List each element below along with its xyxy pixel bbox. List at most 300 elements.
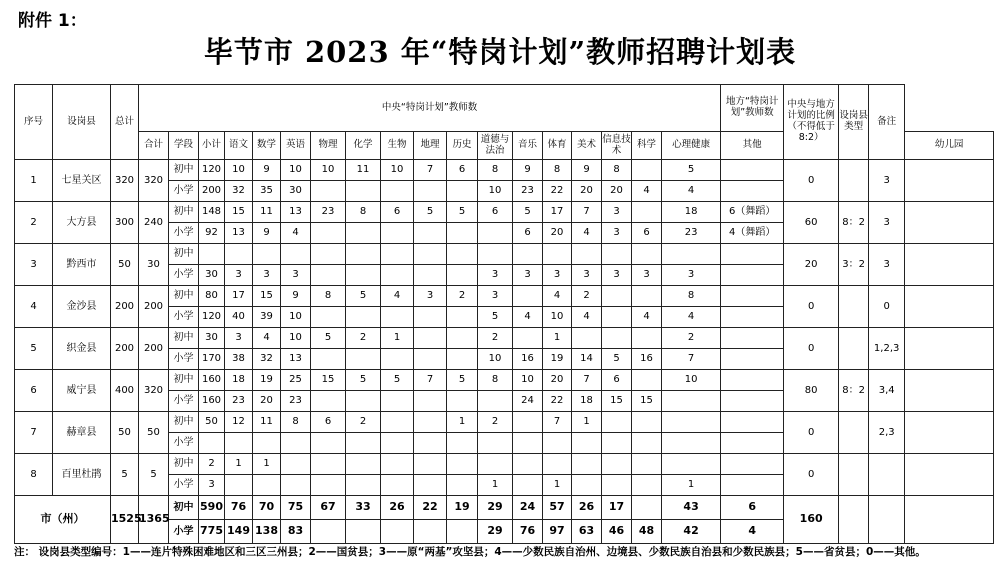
cell-value: 18: [572, 391, 602, 412]
header-kindergarten: 幼儿园: [905, 132, 994, 160]
cell-value: 4（舞蹈）: [721, 223, 784, 244]
cell-value: 10: [225, 160, 253, 181]
table-row: [15, 412, 994, 433]
cell-value: 3: [199, 475, 225, 496]
cell-seq: 8: [15, 454, 53, 496]
cell-value: [281, 433, 311, 454]
cell-ratio: 8：2: [839, 370, 869, 412]
cell-value: [543, 454, 572, 475]
cell-value: [311, 433, 346, 454]
cell-value: 30: [281, 181, 311, 202]
cell-value: [513, 433, 543, 454]
subheader-13: 体育: [543, 132, 572, 160]
cell-value: 23: [662, 223, 721, 244]
cell-value: 2: [478, 328, 513, 349]
cell-value: [381, 265, 414, 286]
cell-value: [602, 433, 632, 454]
cell-value: 5: [602, 349, 632, 370]
subheader-3: 语文: [225, 132, 253, 160]
cell-value: 4: [632, 307, 662, 328]
cell-value: 3: [602, 223, 632, 244]
cell-total: 200: [111, 286, 139, 328]
page-title: 毕节市 2023 年“特岗计划”教师招聘计划表: [203, 35, 797, 69]
cell-value: [721, 475, 784, 496]
cell-sum: 320: [139, 370, 169, 412]
cell-value: [543, 433, 572, 454]
cell-value: 20: [253, 391, 281, 412]
cell-value: 4: [513, 307, 543, 328]
cell-stage: 小学: [169, 181, 199, 202]
footnote: 注： 设岗县类型编号：1——连片特殊困难地区和三区三州县；2——国贫县；3——原“两基”攻坚县；4——少数民族自治州、边境县、少数民族自治县和少数民族县；5——省贫县；0——其他。: [14, 546, 926, 558]
cell-value: [414, 223, 447, 244]
cell-value: [381, 454, 414, 475]
cell-value: [414, 433, 447, 454]
cell-value: [721, 307, 784, 328]
cell-value: [225, 433, 253, 454]
cell-value: [632, 412, 662, 433]
cell-value: [199, 433, 225, 454]
cell-county: 黔西市: [53, 244, 111, 286]
cell-value: 2: [346, 412, 381, 433]
cell-value: [602, 286, 632, 307]
cell-value: 8: [281, 412, 311, 433]
cell-value: [513, 412, 543, 433]
cell-value: [543, 244, 572, 265]
cell-value: [721, 454, 784, 475]
cell-value: 9: [253, 160, 281, 181]
subheader-17: 心理健康: [662, 132, 721, 160]
table-row: [15, 160, 994, 181]
cell-value: [632, 454, 662, 475]
cell-value: [478, 391, 513, 412]
cell-value: 10: [478, 181, 513, 202]
cell-value: 11: [253, 202, 281, 223]
table-row: [15, 328, 994, 349]
cell-value: [513, 475, 543, 496]
cell-value: [662, 433, 721, 454]
cell-value: 3: [414, 286, 447, 307]
totals-value: 138: [253, 520, 281, 544]
cell-value: 5: [662, 160, 721, 181]
cell-sum: 50: [139, 412, 169, 454]
cell-value: [478, 454, 513, 475]
table-row: [15, 202, 994, 223]
cell-type: 3: [869, 160, 905, 202]
cell-value: 15: [311, 370, 346, 391]
cell-local: 0: [784, 286, 839, 328]
subheader-1: 学段: [169, 132, 199, 160]
cell-sum: 200: [139, 286, 169, 328]
header-local: 地方“特岗计划”教师数: [721, 85, 784, 132]
header-county: 设岗县: [53, 85, 111, 160]
subheader-4: 数学: [253, 132, 281, 160]
cell-value: 5: [478, 307, 513, 328]
totals-value: 26: [572, 496, 602, 520]
cell-value: 39: [253, 307, 281, 328]
cell-value: 92: [199, 223, 225, 244]
cell-value: 12: [225, 412, 253, 433]
cell-value: [381, 433, 414, 454]
cell-value: 170: [199, 349, 225, 370]
cell-value: 15: [225, 202, 253, 223]
cell-value: [721, 433, 784, 454]
cell-type: 3: [869, 244, 905, 286]
cell-value: [414, 349, 447, 370]
totals-value: 26: [381, 496, 414, 520]
cell-value: 20: [543, 370, 572, 391]
cell-value: 30: [199, 328, 225, 349]
cell-value: 23: [281, 391, 311, 412]
cell-value: 160: [199, 370, 225, 391]
cell-type: [869, 454, 905, 496]
cell-value: [721, 181, 784, 202]
cell-value: [381, 475, 414, 496]
cell-value: 8: [478, 160, 513, 181]
totals-value: [447, 520, 478, 544]
totals-value: 775: [199, 520, 225, 544]
cell-value: 5: [414, 202, 447, 223]
cell-value: 18: [225, 370, 253, 391]
totals-stage: 初中: [169, 496, 199, 520]
cell-ratio: [839, 328, 869, 370]
totals-value: [414, 520, 447, 544]
cell-value: 9: [513, 160, 543, 181]
cell-value: 22: [543, 391, 572, 412]
cell-remark: [905, 412, 994, 454]
cell-value: 148: [199, 202, 225, 223]
cell-value: [414, 181, 447, 202]
cell-value: 200: [199, 181, 225, 202]
cell-value: 1: [225, 454, 253, 475]
cell-stage: 初中: [169, 328, 199, 349]
totals-label: 市（州）: [15, 496, 111, 544]
cell-local: 80: [784, 370, 839, 412]
subheader-8: 生物: [381, 132, 414, 160]
cell-value: 5: [381, 370, 414, 391]
cell-value: 4: [572, 223, 602, 244]
cell-type: 2,3: [869, 412, 905, 454]
cell-value: 7: [572, 202, 602, 223]
cell-value: 2: [346, 328, 381, 349]
cell-seq: 3: [15, 244, 53, 286]
cell-value: 1: [253, 454, 281, 475]
totals-value: 67: [311, 496, 346, 520]
cell-county: 百里杜鹃: [53, 454, 111, 496]
cell-value: 8: [662, 286, 721, 307]
cell-value: [602, 475, 632, 496]
totals-value: 29: [478, 520, 513, 544]
cell-value: [572, 328, 602, 349]
totals-value: 17: [602, 496, 632, 520]
cell-value: 3: [602, 265, 632, 286]
totals-stage: 小学: [169, 520, 199, 544]
cell-value: [478, 433, 513, 454]
subheader-10: 历史: [447, 132, 478, 160]
cell-stage: 初中: [169, 286, 199, 307]
cell-value: [311, 454, 346, 475]
totals-value: 29: [478, 496, 513, 520]
cell-value: 3: [602, 202, 632, 223]
cell-value: 2: [572, 286, 602, 307]
cell-value: [721, 349, 784, 370]
cell-value: [381, 307, 414, 328]
cell-value: [346, 475, 381, 496]
cell-value: 17: [543, 202, 572, 223]
cell-value: [447, 244, 478, 265]
cell-local: 60: [784, 202, 839, 244]
cell-value: [414, 307, 447, 328]
cell-value: [478, 244, 513, 265]
cell-stage: 小学: [169, 265, 199, 286]
cell-value: 50: [199, 412, 225, 433]
cell-value: 17: [225, 286, 253, 307]
cell-remark: [905, 328, 994, 370]
cell-value: 40: [225, 307, 253, 328]
cell-value: 1: [381, 328, 414, 349]
cell-value: [632, 202, 662, 223]
cell-value: 7: [662, 349, 721, 370]
cell-value: 120: [199, 160, 225, 181]
table-row: [15, 454, 994, 475]
totals-value: 76: [513, 520, 543, 544]
cell-value: [346, 454, 381, 475]
cell-value: 120: [199, 307, 225, 328]
cell-value: [447, 307, 478, 328]
cell-value: [632, 475, 662, 496]
cell-value: [311, 307, 346, 328]
cell-value: [447, 265, 478, 286]
cell-value: [381, 244, 414, 265]
cell-value: [253, 244, 281, 265]
cell-value: [381, 181, 414, 202]
totals-value: 75: [281, 496, 311, 520]
cell-value: [513, 328, 543, 349]
cell-stage: 小学: [169, 475, 199, 496]
totals-value: 149: [225, 520, 253, 544]
cell-local: 0: [784, 454, 839, 496]
cell-value: 7: [572, 370, 602, 391]
cell-value: [572, 475, 602, 496]
cell-value: 4: [253, 328, 281, 349]
cell-remark: [905, 160, 994, 202]
cell-value: 8: [602, 160, 632, 181]
subheader-18: 其他: [721, 132, 784, 160]
cell-value: 80: [199, 286, 225, 307]
totals-ratio: [839, 496, 869, 544]
cell-value: [447, 223, 478, 244]
cell-value: 3: [662, 265, 721, 286]
totals-total: 1525: [111, 496, 139, 544]
cell-stage: 初中: [169, 160, 199, 181]
header-remark: 备注: [869, 85, 905, 160]
cell-value: 11: [253, 412, 281, 433]
cell-value: [381, 412, 414, 433]
cell-seq: 7: [15, 412, 53, 454]
cell-value: 3: [253, 265, 281, 286]
header-seq: 序号: [15, 85, 53, 160]
cell-value: [346, 181, 381, 202]
cell-value: 8: [311, 286, 346, 307]
cell-value: 18: [662, 202, 721, 223]
totals-value: [346, 520, 381, 544]
subheader-14: 美术: [572, 132, 602, 160]
cell-value: 4: [662, 307, 721, 328]
cell-value: 10: [381, 160, 414, 181]
cell-value: 2: [447, 286, 478, 307]
cell-total: 400: [111, 370, 139, 412]
cell-ratio: 8：2: [839, 202, 869, 244]
cell-value: 160: [199, 391, 225, 412]
cell-value: [311, 181, 346, 202]
cell-value: [721, 160, 784, 181]
cell-value: 10: [543, 307, 572, 328]
cell-value: 3: [225, 328, 253, 349]
cell-value: [721, 286, 784, 307]
cell-value: [381, 391, 414, 412]
cell-value: [721, 412, 784, 433]
cell-seq: 6: [15, 370, 53, 412]
attachment-label: 附件 1：: [18, 11, 87, 31]
cell-type: 0: [869, 286, 905, 328]
cell-value: [414, 328, 447, 349]
cell-value: [281, 244, 311, 265]
cell-value: 6: [311, 412, 346, 433]
cell-value: [602, 244, 632, 265]
cell-value: [721, 265, 784, 286]
cell-value: 3: [478, 265, 513, 286]
cell-value: [346, 265, 381, 286]
cell-value: [414, 475, 447, 496]
cell-local: 0: [784, 328, 839, 370]
cell-value: 23: [225, 391, 253, 412]
cell-value: 35: [253, 181, 281, 202]
cell-stage: 小学: [169, 223, 199, 244]
cell-value: 8: [346, 202, 381, 223]
cell-ratio: [839, 286, 869, 328]
totals-value: 22: [414, 496, 447, 520]
cell-value: [513, 286, 543, 307]
cell-stage: 初中: [169, 244, 199, 265]
cell-sum: 240: [139, 202, 169, 244]
totals-value: 70: [253, 496, 281, 520]
cell-value: 10: [662, 370, 721, 391]
cell-value: 7: [543, 412, 572, 433]
cell-ratio: [839, 412, 869, 454]
cell-stage: 初中: [169, 412, 199, 433]
cell-value: 16: [513, 349, 543, 370]
totals-value: 57: [543, 496, 572, 520]
cell-value: 32: [253, 349, 281, 370]
cell-value: 3: [543, 265, 572, 286]
cell-value: [311, 223, 346, 244]
cell-value: 7: [414, 370, 447, 391]
cell-value: 6（舞蹈）: [721, 202, 784, 223]
cell-value: 1: [447, 412, 478, 433]
cell-value: 4: [281, 223, 311, 244]
header-total: 总计: [111, 85, 139, 160]
cell-value: [632, 160, 662, 181]
totals-value: [632, 496, 662, 520]
subheader-15: 信息技术: [602, 132, 632, 160]
cell-value: [447, 181, 478, 202]
cell-value: 15: [253, 286, 281, 307]
cell-value: [414, 412, 447, 433]
header-ratio: 中央与地方计划的比例（不得低于8:2）: [784, 85, 839, 160]
cell-value: 1: [662, 475, 721, 496]
subheader-12: 音乐: [513, 132, 543, 160]
table-row: [15, 244, 994, 265]
cell-value: 5: [346, 286, 381, 307]
cell-value: 10: [281, 307, 311, 328]
cell-value: 2: [478, 412, 513, 433]
totals-value: 33: [346, 496, 381, 520]
cell-value: 13: [281, 202, 311, 223]
cell-seq: 1: [15, 160, 53, 202]
cell-value: 20: [572, 181, 602, 202]
cell-value: 7: [414, 160, 447, 181]
cell-value: [253, 433, 281, 454]
cell-value: 4: [662, 181, 721, 202]
cell-value: [381, 349, 414, 370]
cell-value: [572, 244, 602, 265]
cell-value: [311, 244, 346, 265]
totals-row: [15, 496, 994, 520]
cell-value: 8: [543, 160, 572, 181]
cell-value: [346, 307, 381, 328]
totals-value: 4: [721, 520, 784, 544]
cell-value: [721, 244, 784, 265]
cell-stage: 初中: [169, 370, 199, 391]
cell-county: 织金县: [53, 328, 111, 370]
cell-ratio: [839, 160, 869, 202]
cell-value: [311, 475, 346, 496]
totals-value: 590: [199, 496, 225, 520]
cell-value: 6: [478, 202, 513, 223]
cell-value: 23: [513, 181, 543, 202]
cell-stage: 小学: [169, 349, 199, 370]
cell-county: 金沙县: [53, 286, 111, 328]
header-central: 中央“特岗计划”教师数: [139, 85, 721, 132]
cell-value: [381, 223, 414, 244]
cell-value: 2: [199, 454, 225, 475]
cell-value: [662, 454, 721, 475]
cell-value: 15: [602, 391, 632, 412]
cell-value: 10: [311, 160, 346, 181]
totals-value: 63: [572, 520, 602, 544]
cell-value: [199, 244, 225, 265]
cell-value: 11: [346, 160, 381, 181]
cell-value: [346, 223, 381, 244]
cell-ratio: [839, 454, 869, 496]
cell-remark: [905, 454, 994, 496]
totals-sum: 1365: [139, 496, 169, 544]
totals-value: [381, 520, 414, 544]
cell-remark: [905, 202, 994, 244]
cell-value: [447, 349, 478, 370]
cell-value: [632, 244, 662, 265]
cell-total: 200: [111, 328, 139, 370]
cell-stage: 初中: [169, 202, 199, 223]
cell-value: 19: [253, 370, 281, 391]
cell-stage: 初中: [169, 454, 199, 475]
totals-remark: [905, 496, 994, 544]
totals-value: 48: [632, 520, 662, 544]
recruitment-plan-table: [14, 84, 994, 544]
cell-value: 38: [225, 349, 253, 370]
cell-value: [602, 328, 632, 349]
totals-value: 43: [662, 496, 721, 520]
cell-value: [281, 454, 311, 475]
